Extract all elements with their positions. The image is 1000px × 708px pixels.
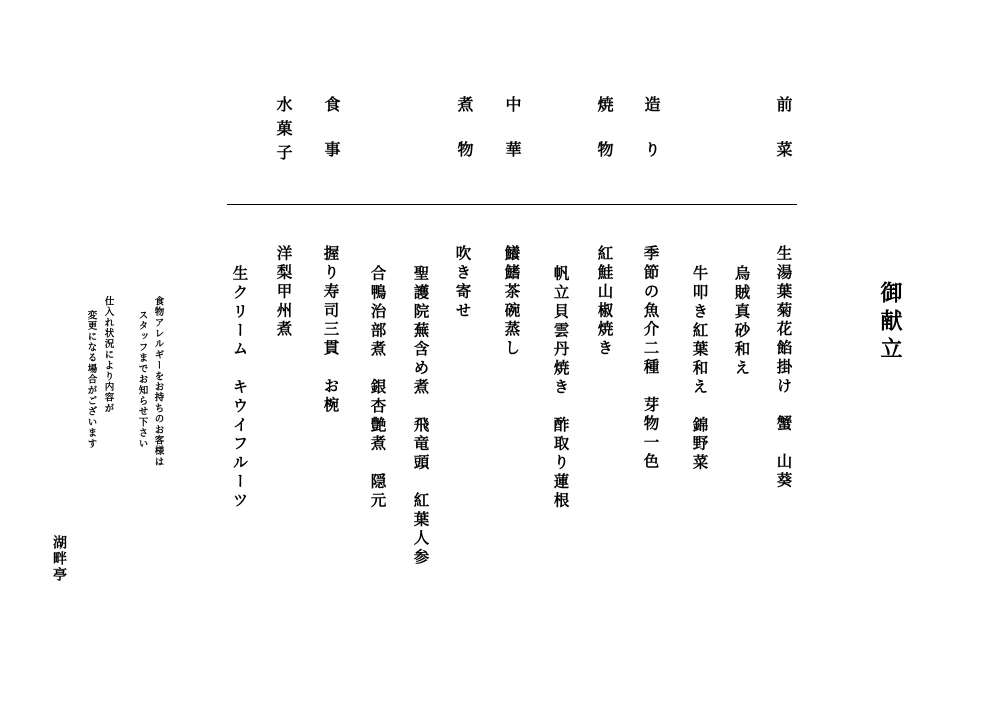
dish-nimono-1: 吹き寄せ <box>453 245 473 321</box>
divider-line <box>227 204 797 205</box>
category-zensai: 前菜 <box>774 96 793 186</box>
dish-zensai-1: 生湯葉菊花餡掛け 蟹 山葵 <box>774 245 794 491</box>
dish-tsukuri-1: 季節の魚介二種 芽物一色 <box>641 245 661 472</box>
restaurant-name: 湖畔亭 <box>51 535 67 583</box>
category-tsukuri: 造り <box>642 96 661 186</box>
dish-nimono-2: 聖護院蕪含め煮 飛竜頭 紅葉人参 <box>411 265 431 568</box>
dish-yakimono-2: 帆立貝雲丹焼き 酢取り蓮根 <box>551 265 571 511</box>
supply-note-2: 変更になる場合がございます <box>85 310 97 450</box>
category-mizugashi: 水菓子 <box>274 96 293 168</box>
menu-title: 御献立 <box>877 281 903 365</box>
dish-zensai-2: 烏賊真砂和え <box>732 265 752 379</box>
category-nimono: 煮物 <box>455 96 474 186</box>
allergy-note-2: スタッフまでお知らせ下さい <box>136 310 148 450</box>
category-shokuji: 食事 <box>322 96 341 186</box>
dish-yakimono-1: 紅鮭山椒焼き <box>595 245 615 359</box>
dish-mizugashi-1: 洋梨甲州煮 <box>274 245 294 340</box>
category-chuka: 中華 <box>503 96 522 186</box>
allergy-note-1: 食物アレルギーをお持ちのお客様は <box>152 296 164 468</box>
dish-zensai-3: 牛叩き紅葉和え 錦野菜 <box>690 265 710 473</box>
dish-nimono-3: 合鴨治部煮 銀杏艶煮 隠元 <box>368 265 388 511</box>
dish-shokuji-1: 握り寿司三貫 お椀 <box>321 245 341 416</box>
supply-note-1: 仕入れ状況により内容が <box>102 296 114 414</box>
dish-chuka-1: 鱶鰭茶碗蒸し <box>502 245 522 359</box>
dish-mizugashi-2: 生クリーム キウイフルーツ <box>230 265 250 511</box>
category-yakimono: 焼物 <box>595 96 614 186</box>
